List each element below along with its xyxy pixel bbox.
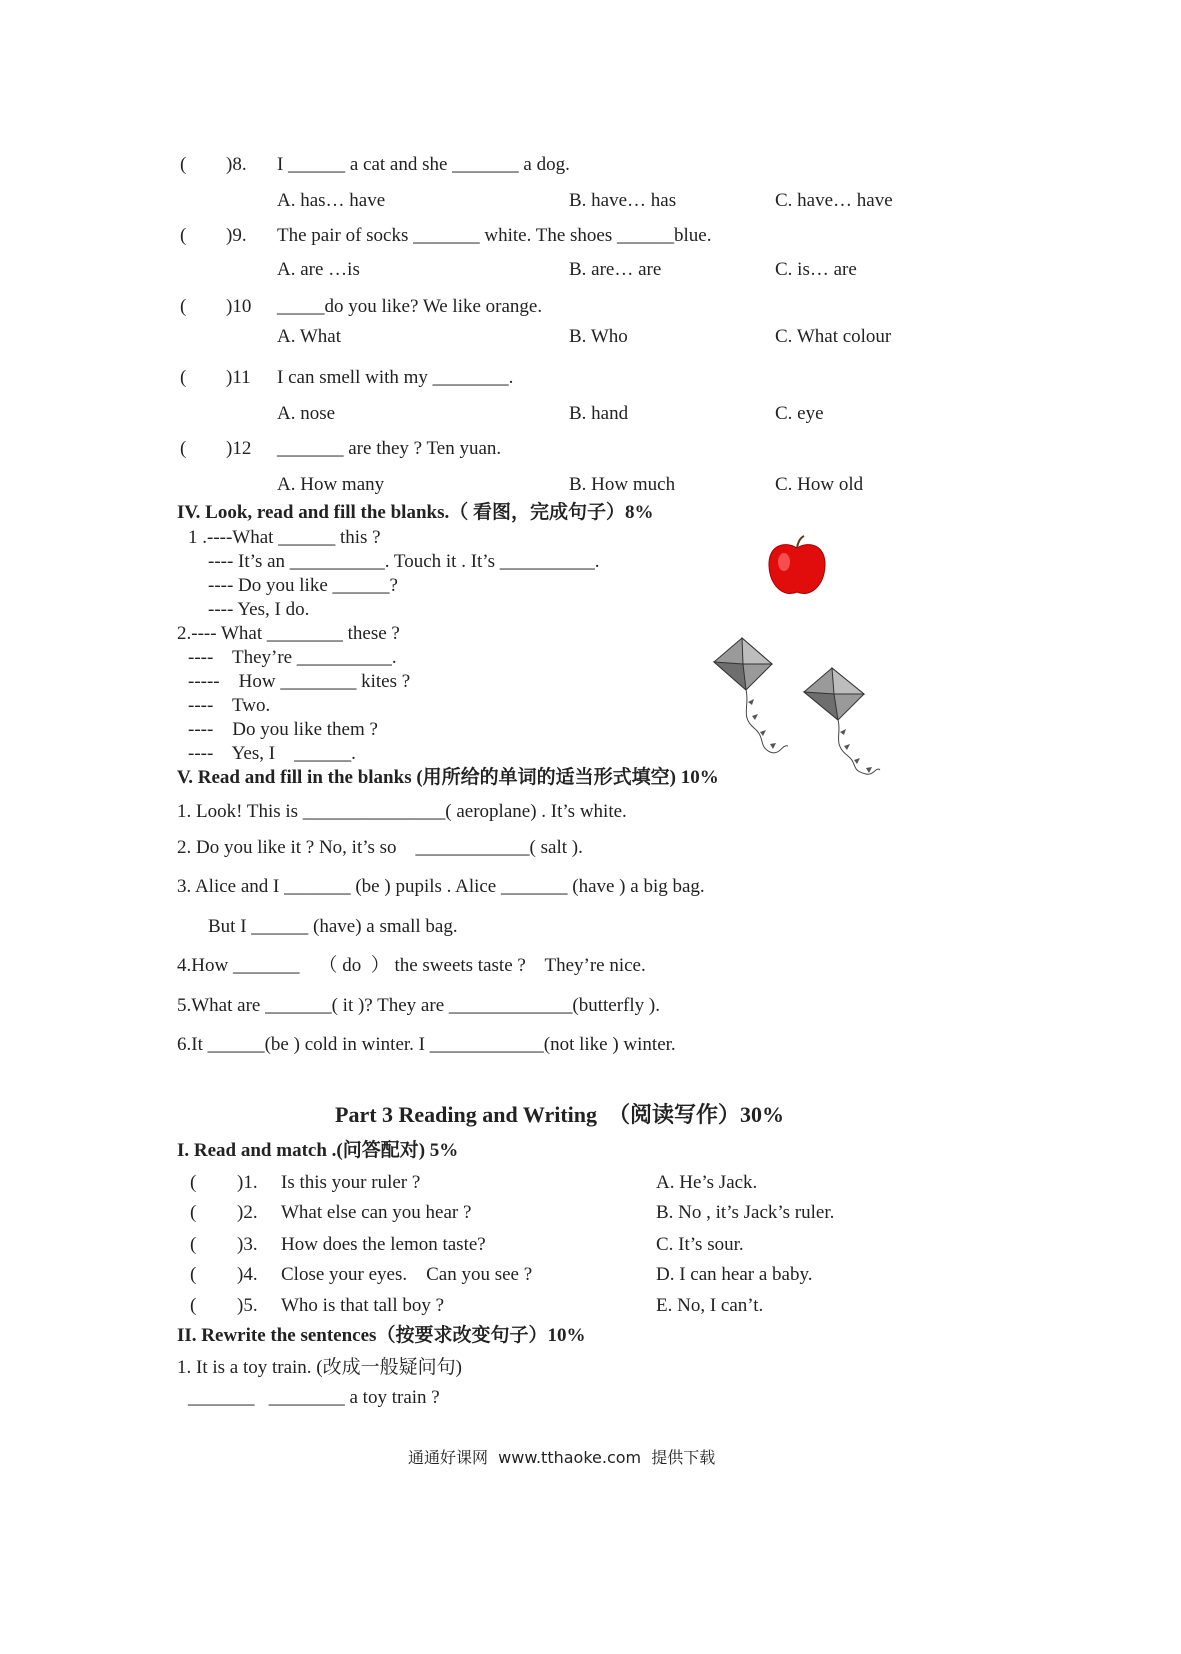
mc-number: )9.: [226, 225, 247, 246]
mc-option-a: A. nose: [277, 403, 336, 424]
section-i-heading: I. Read and match .(问答配对) 5%: [177, 1140, 459, 1161]
mc-paren: (: [180, 367, 187, 388]
mc-question: I ______ a cat and she _______ a dog.: [277, 154, 570, 175]
mc-option-b: B. have… has: [569, 190, 677, 211]
dialog2-line5: ---- Do you like them ?: [188, 719, 378, 740]
fill-item-4: 4.How _______ （ do ） the sweets taste ? They’re nice.: [177, 955, 646, 976]
match-question: Is this your ruler ?: [281, 1172, 421, 1193]
mc-option-c: C. What colour: [775, 326, 892, 347]
part3-title: Part 3 Reading and Writing （阅读写作）30%: [335, 1102, 784, 1127]
mc-question: _____do you like? We like orange.: [277, 296, 543, 317]
section-ii-heading: II. Rewrite the sentences（按要求改变句子）10%: [177, 1325, 586, 1346]
match-answer: C. It’s sour.: [656, 1234, 744, 1255]
mc-paren: (: [180, 438, 187, 459]
dialog2-line3: ----- How ________ kites ?: [188, 671, 411, 692]
footer-text: 通通好课网 www.tthaoke.com 提供下载: [408, 1448, 716, 1467]
fill-item-3b: But I ______ (have) a small bag.: [208, 916, 458, 937]
match-paren: (: [190, 1264, 197, 1285]
match-answer: E. No, I can’t.: [656, 1295, 764, 1316]
mc-option-c: C. have… have: [775, 190, 893, 211]
mc-question: The pair of socks _______ white. The shoes ______blue.: [277, 225, 712, 246]
mc-number: )11: [226, 367, 251, 388]
mc-question: I can smell with my ________.: [277, 367, 514, 388]
mc-option-b: B. hand: [569, 403, 629, 424]
mc-option-c: C. How old: [775, 474, 864, 495]
mc-option-b: B. How much: [569, 474, 676, 495]
match-answer: D. I can hear a baby.: [656, 1264, 813, 1285]
fill-item-1: 1. Look! This is _______________( aeroplane) . It’s white.: [177, 801, 627, 822]
section-v-heading: V. Read and fill in the blanks (用所给的单词的适当形式填空) 10%: [177, 767, 719, 788]
mc-option-a: A. How many: [277, 474, 385, 495]
mc-option-a: A. has… have: [277, 190, 386, 211]
match-number: )3.: [237, 1234, 258, 1255]
section-iv-heading: IV. Look, read and fill the blanks.（ 看图，完成句子）8%: [177, 502, 654, 523]
mc-paren: (: [180, 296, 187, 317]
mc-paren: (: [180, 154, 187, 175]
dialog1-line3: ---- Do you like ______?: [208, 575, 398, 596]
mc-option-c: C. is… are: [775, 259, 857, 280]
match-paren: (: [190, 1234, 197, 1255]
fill-item-2: 2. Do you like it ? No, it’s so ____________( salt ).: [177, 837, 583, 858]
match-paren: (: [190, 1172, 197, 1193]
dialog1-line4: ---- Yes, I do.: [208, 599, 310, 620]
match-paren: (: [190, 1202, 197, 1223]
mc-number: )10: [226, 296, 252, 317]
fill-item-5: 5.What are _______( it )? They are _____________(butterfly ).: [177, 995, 660, 1016]
rewrite-item-1: 1. It is a toy train. (改成一般疑问句): [177, 1357, 462, 1378]
dialog2-line1: 2.---- What ________ these ?: [177, 623, 400, 644]
kites-icon: [710, 636, 890, 781]
fill-item-3: 3. Alice and I _______ (be ) pupils . Alice _______ (have ) a big bag.: [177, 876, 705, 897]
match-question: Close your eyes. Can you see ?: [281, 1264, 533, 1285]
dialog2-line2: ---- They’re __________.: [188, 647, 397, 668]
match-paren: (: [190, 1295, 197, 1316]
dialog1-line1: 1 .----What ______ this ?: [188, 527, 381, 548]
dialog2-line6: ---- Yes, I ______.: [188, 743, 356, 764]
match-question: How does the lemon taste?: [281, 1234, 486, 1255]
mc-option-b: B. are… are: [569, 259, 662, 280]
mc-number: )8.: [226, 154, 247, 175]
fill-item-6: 6.It ______(be ) cold in winter. I ____________(not like ) winter.: [177, 1034, 676, 1055]
match-number: )2.: [237, 1202, 258, 1223]
mc-number: )12: [226, 438, 252, 459]
match-number: )4.: [237, 1264, 258, 1285]
match-number: )1.: [237, 1172, 258, 1193]
mc-paren: (: [180, 225, 187, 246]
match-answer: B. No , it’s Jack’s ruler.: [656, 1202, 835, 1223]
mc-option-a: A. What: [277, 326, 342, 347]
dialog2-line4: ---- Two.: [188, 695, 271, 716]
mc-question: _______ are they ? Ten yuan.: [277, 438, 502, 459]
match-question: Who is that tall boy ?: [281, 1295, 445, 1316]
apple-icon: [764, 534, 830, 600]
match-answer: A. He’s Jack.: [656, 1172, 758, 1193]
mc-option-b: B. Who: [569, 326, 628, 347]
match-question: What else can you hear ?: [281, 1202, 472, 1223]
match-number: )5.: [237, 1295, 258, 1316]
rewrite-item-1-answer: _______ ________ a toy train ?: [188, 1387, 440, 1408]
dialog1-line2: ---- It’s an __________. Touch it . It’s __________.: [208, 551, 600, 572]
mc-option-c: C. eye: [775, 403, 824, 424]
mc-option-a: A. are …is: [277, 259, 360, 280]
